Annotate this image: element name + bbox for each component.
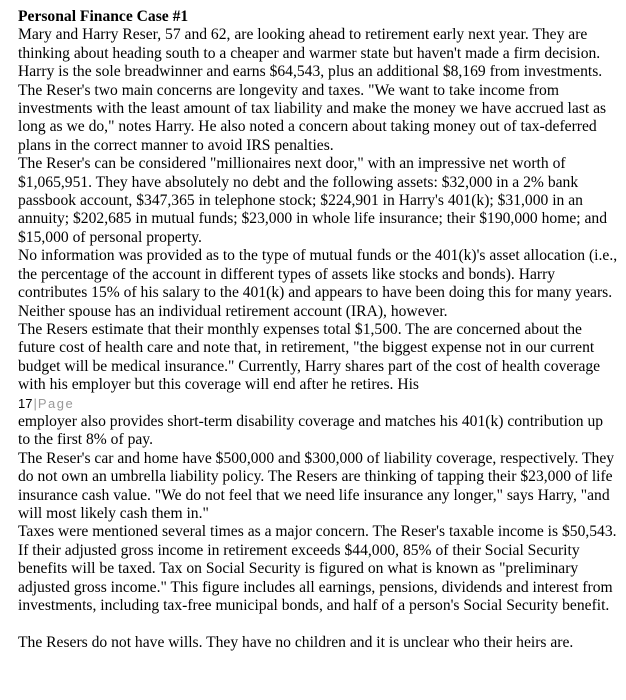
paragraph-gap xyxy=(18,615,618,633)
document-body xyxy=(18,8,618,652)
paragraph-net-worth: The Reser's can be considered "millionaires next door," with an impressive net worth of $1,065,951. They have absolutely no debt and the following assets: $32,000 in a 2% bank passbook account, $347,365 in telephone stock; $224,901 in Harry's 401(k); $31,000 in an annuity; $202,685 in mutual funds; $23,000 in whole life insurance; their $190,000 home; and $15,000 of personal property. xyxy=(18,155,608,246)
paragraph-concerns: The Reser's two main concerns are longevity and taxes. "We want to take income from investments with the least amount of tax liability and make the money we have accrued last as long as we do," notes Harry. He also noted a concern about taking money out of tax-deferred plans in the correct manner to avoid IRS penalties. xyxy=(18,81,607,154)
page-separator: | xyxy=(33,395,37,411)
paragraph-intro: Mary and Harry Reser, 57 and 62, are looking ahead to retirement early next year. They are thinking about heading south to a cheaper and warmer state but haven't made a firm decision. Harry is the sole breadwinner and earns $64,543, plus an additional $8,169 from investments. xyxy=(18,26,603,81)
paragraph-asset-allocation: No information was provided as to the type of mutual funds or the 401(k)'s asset allocation (i.e., the percentage of the account in different types of assets like stocks and bonds). Harry contributes 15% of his salary to the 401(k) and appears to have been doing this for many years. Neither spouse has an individual retirement account (IRA), however. xyxy=(18,247,618,320)
page-footer xyxy=(18,395,618,413)
paragraph-disability: employer also provides short-term disability coverage and matches his 401(k) contribution up to the first 8% of pay. xyxy=(18,412,604,449)
page-number: 17 xyxy=(18,395,33,411)
paragraph-expenses: The Resers estimate that their monthly expenses total $1,500. The are concerned about the future cost of health care and note that, in retirement, "the biggest expense not in our current budget will be medical insurance." Currently, Harry shares part of the cost of health coverage with his employer but this coverage will end after he retires. His xyxy=(18,320,601,394)
paragraph-taxes: Taxes were mentioned several times as a major concern. The Reser's taxable income is $50,543. If their adjusted gross income in retirement exceeds $44,000, 85% of their Social Security benefits will be taxed. Tax on Social Security is figured on what is known as "preliminary adjusted gross income." This figure includes all earnings, pensions, dividends and interest from investments, including tax-free municipal bonds, and half of a person's Social Security benefit. xyxy=(18,523,617,614)
page-label: Page xyxy=(37,395,75,411)
document-title: Personal Finance Case #1 xyxy=(18,8,189,25)
paragraph-wills: The Resers do not have wills. They have no children and it is unclear who their heirs are. xyxy=(18,633,574,651)
paragraph-liability: The Reser's car and home have $500,000 and $300,000 of liability coverage, respectively. They do not own an umbrella liability policy. The Resers are thinking of tapping their $23,000 of life insurance cash value. "We do not feel that we need life insurance any longer," says Harry, "and will most likely cash them in." xyxy=(18,449,615,522)
